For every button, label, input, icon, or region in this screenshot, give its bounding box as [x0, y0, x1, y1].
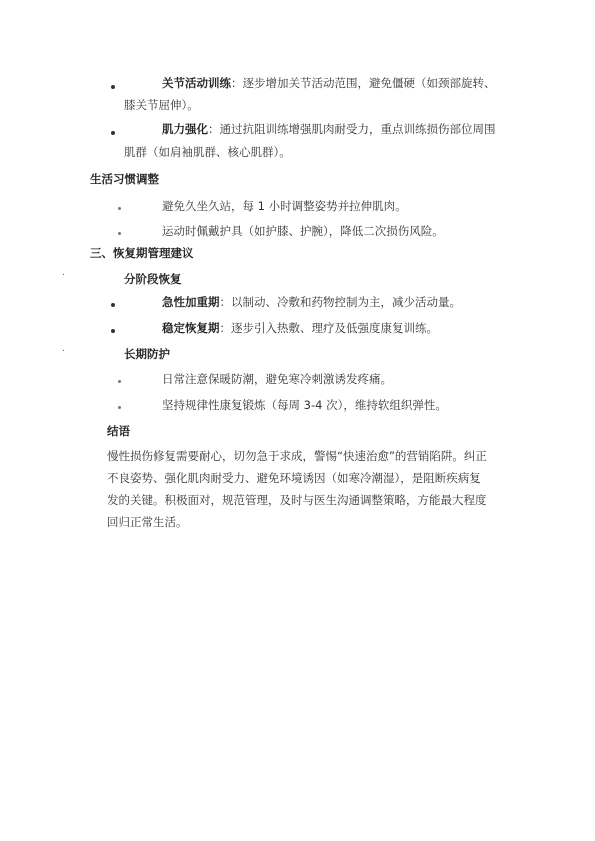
stable-term: 稳定恢复期	[162, 321, 220, 335]
lifestyle-item-1: 避免久坐久站，每 1 小时调整姿势并拉伸肌肉。	[162, 199, 407, 213]
lifestyle-heading: 生活习惯调整	[90, 172, 159, 186]
longterm-item-1: 日常注意保暖防潮，避免寒冷刺激诱发疼痛。	[162, 372, 392, 386]
strength-term: 肌力强化	[162, 122, 208, 136]
bullet-longterm-1	[118, 380, 121, 383]
acute-colon: ：	[219, 295, 231, 309]
stray-mark-2: .	[62, 344, 65, 354]
conclusion-line-2: 不良姿势、强化肌肉耐受力、避免环境诱因（如寒冷潮湿），是阻断疾病复	[107, 471, 481, 485]
conclusion-line-4: 回归正常生活。	[107, 515, 188, 529]
strength-item	[162, 118, 496, 140]
joint-colon: ：	[231, 76, 243, 90]
bullet-stable	[111, 329, 115, 333]
bullet-acute	[111, 303, 115, 307]
joint-line1: 逐步增加关节活动范围，避免僵硬（如颈部旋转、	[242, 76, 496, 90]
conclusion-heading: 结语	[107, 424, 130, 438]
lifestyle-item-2: 运动时佩戴护具（如护膝、护腕），降低二次损伤风险。	[162, 224, 444, 238]
longterm-item-2: 坚持规律性康复锻炼（每周 3-4 次），维持软组织弹性。	[162, 398, 447, 412]
stable-item	[162, 317, 438, 339]
bullet-lifestyle-1	[118, 207, 121, 210]
bullet-longterm-2	[118, 406, 121, 409]
longterm-heading: 长期防护	[124, 347, 170, 361]
strength-line2: 肌群（如肩袖肌群、核心肌群）。	[124, 145, 291, 159]
conclusion-line-3: 发的关键。积极面对，规范管理，及时与医生沟通调整策略，方能最大程度	[107, 493, 487, 507]
conclusion-line-1: 慢性损伤修复需要耐心，切勿急于求成，警惕“快速治愈”的营销陷阱。纠正	[107, 449, 487, 463]
joint-line2: 膝关节屈伸）。	[124, 98, 199, 112]
bullet-joint	[111, 85, 115, 89]
recovery-heading: 三、恢复期管理建议	[90, 246, 194, 260]
staged-heading: 分阶段恢复	[124, 272, 182, 286]
bullet-lifestyle-2	[118, 232, 121, 235]
joint-item	[162, 72, 496, 94]
strength-line1: 通过抗阻训练增强肌肉耐受力，重点训练损伤部位周围	[219, 122, 496, 136]
acute-text: 以制动、冷敷和药物控制为主，减少活动量。	[231, 295, 461, 309]
stable-colon: ：	[219, 321, 231, 335]
stable-text: 逐步引入热敷、理疗及低强度康复训练。	[231, 321, 438, 335]
bullet-strength	[111, 131, 115, 135]
stray-mark-1: .	[62, 268, 65, 278]
acute-item	[162, 291, 461, 313]
acute-term: 急性加重期	[162, 295, 220, 309]
strength-colon: ：	[208, 122, 220, 136]
joint-term: 关节活动训练	[162, 76, 231, 90]
